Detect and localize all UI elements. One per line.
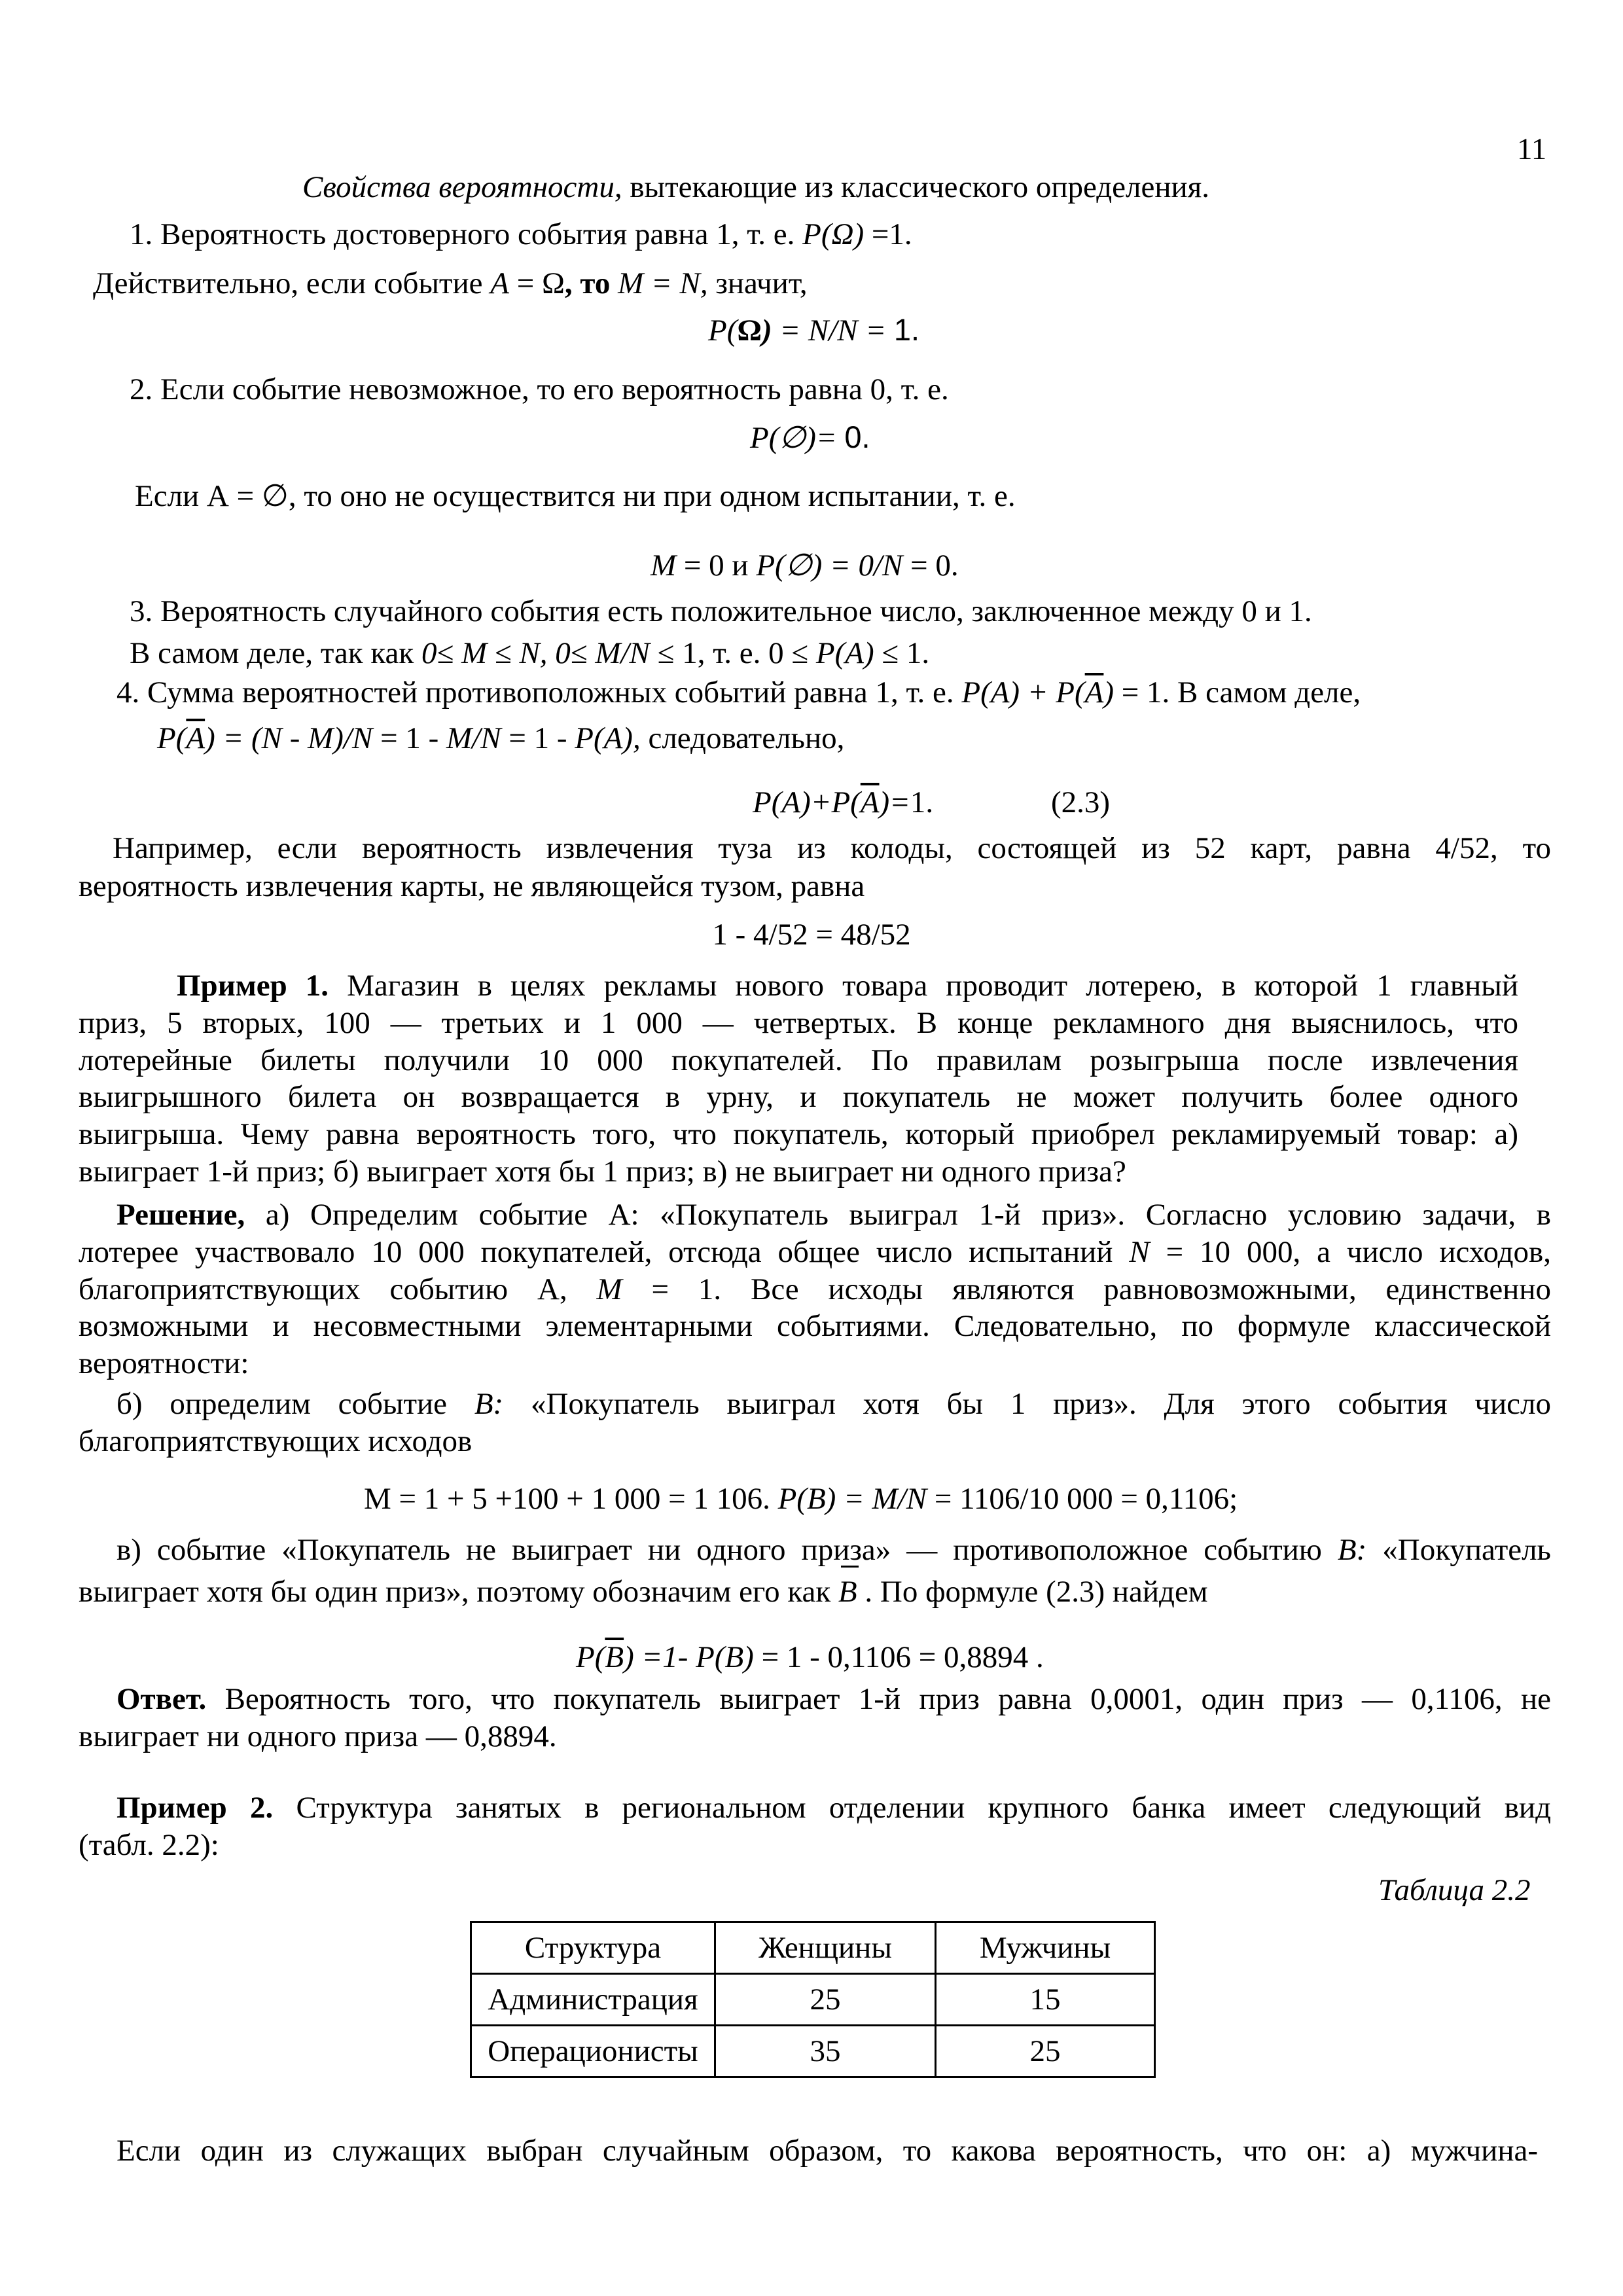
solution-line-2 (79, 1234, 1551, 1270)
sol-l9-c: . По формуле (2.3) найдем (857, 1575, 1208, 1609)
structure-table (470, 1921, 1156, 2078)
example-2-line-2: (табл. 2.2): (79, 1828, 219, 1862)
sol-l6-a: б) определим событие (116, 1387, 474, 1421)
table-cell: 25 (715, 1974, 936, 2026)
f23-c: )= (879, 785, 910, 819)
sol-l2-c: = 10 000, а число исходов, (1149, 1235, 1551, 1269)
answer-text-1: Вероятность того, что покупатель выиграет 1-й приз равна 0,0001, один приз — 0,1106, не (206, 1682, 1551, 1716)
example-1-text-1: Магазин в целях рекламы нового товара проводит лотерею, в которой 1 главный (329, 969, 1518, 1003)
example-2-label: Пример 2. (116, 1791, 274, 1825)
page-number: 11 (1517, 132, 1547, 166)
formula-2 (750, 419, 870, 456)
p3-proof-a: В самом деле, так как (130, 636, 421, 670)
table-caption-text: Таблица 2.2 (1378, 1873, 1531, 1907)
p4d-h: следовательно, (640, 721, 845, 755)
proof-comma: , то (564, 266, 618, 300)
table-row (471, 1974, 1155, 2026)
f7-c: ) =1- P(B) (624, 1640, 754, 1674)
formula-1-part: P( (708, 314, 738, 348)
sol-l3-c: = 1. Все исходы являются равновозможными, единственно (622, 1272, 1551, 1306)
example-cards-line-2: вероятность извлечения карты, не являющейся тузом, равна (79, 869, 865, 903)
formula-2-result: 0. (844, 420, 870, 454)
table-header: Женщины (715, 1922, 936, 1974)
table-cell: Администрация (471, 1974, 715, 2026)
sol-l8-a: в) событие «Покупатель не выиграет ни одного приза» — противоположное событию (116, 1533, 1338, 1567)
example-1-label: Пример 1. (177, 969, 329, 1003)
proof-formula: M = N, (618, 266, 708, 300)
table-cell: 35 (715, 2026, 936, 2077)
property-3: 3. Вероятность случайного события есть положительное число, заключенное между 0 и 1. (130, 594, 1312, 628)
table-cell: 15 (936, 1974, 1155, 2026)
heading-italic: Свойства вероятности, (302, 170, 622, 204)
example-1-line-6: выиграет 1-й приз; б) выиграет хотя бы 1 приз; в) не выиграет ни одного приза? (79, 1155, 1126, 1189)
f7-d: = 1 - 0,1106 = 0,8894 . (753, 1640, 1044, 1674)
formula-number-2-3: (2.3) (1051, 785, 1111, 819)
solution-line-7: благоприятствующих исходов (79, 1424, 473, 1458)
formula-3-mid: = 0 и (676, 548, 757, 583)
proof-end: значит, (707, 266, 808, 300)
f23-d: 1. (910, 785, 934, 819)
table-header: Мужчины (936, 1922, 1155, 1974)
solution-line-3 (79, 1271, 1551, 1308)
p4-a: 4. Сумма вероятностей противоположных событий равна 1, т. е. (116, 675, 962, 709)
formula-3-end: = 0. (902, 548, 959, 583)
proof-eq: = Ω (508, 266, 565, 300)
p3-proof-b: 0≤ M ≤ N, 0≤ M/N (421, 636, 650, 670)
table-caption (1378, 1872, 1530, 1909)
sol-l8-c: «Покупатель (1366, 1533, 1551, 1567)
f23-abar: $\overline{A}$ (860, 785, 880, 819)
heading-rest: вытекающие из классического определения. (622, 170, 1210, 204)
p4d-e: M/N (446, 721, 501, 755)
formula-3-p: P(∅) = 0/N (756, 548, 903, 583)
property-1-end: =1. (864, 217, 912, 251)
p4d-g: P(A), (575, 721, 641, 755)
p4-b: P(A) + P( (961, 675, 1085, 709)
p4d-a: P( (157, 721, 187, 755)
proof-var: A (490, 266, 509, 300)
f7-bbar: $\overline{B}$ (605, 1640, 624, 1674)
formula-m-count (364, 1480, 1238, 1517)
sol-l6-c: «Покупатель выиграл хотя бы 1 приз». Для этого события число (503, 1387, 1551, 1421)
p4-d: ) (1103, 675, 1115, 709)
property-1-text: 1. Вероятность достоверного события равна 1, т. е. (130, 217, 803, 251)
solution-line-5: вероятности: (79, 1346, 249, 1380)
property-1-proof (93, 265, 808, 302)
sol-l3-a: благоприятствующих событию А, (79, 1272, 597, 1306)
sol-l2-n: N (1129, 1235, 1150, 1269)
example-1-line-2: приз, 5 вторых, 100 — третьих и 1 000 — четвертых. В конце рекламного дня выяснилось, что (79, 1006, 1518, 1040)
p4d-f: = 1 - (501, 721, 575, 755)
f6-b: P(B) = M/N (777, 1482, 927, 1516)
formula-1 (708, 312, 919, 349)
table-row (471, 2026, 1155, 2077)
solution-line-8 (116, 1532, 1551, 1568)
section-heading (302, 169, 1209, 206)
example-2-text-1: Структура занятых в региональном отделении крупного банка имеет следующий вид (273, 1791, 1551, 1825)
p3-proof-c: ≤ 1, т. е. 0 ≤ (649, 636, 816, 670)
solution-line-4: возможными и несовместными элементарными событиями. Следовательно, по формуле классической (79, 1309, 1551, 1343)
formula-2-3 (753, 784, 933, 821)
example-1-line-4: выигрышного билета он возвращается в урну, и покупатель не может получить более одного (79, 1080, 1518, 1114)
p3-proof-e: ≤ 1. (874, 636, 930, 670)
property-4 (116, 674, 1361, 711)
formula-1-ratio: = N/N = (772, 314, 894, 348)
answer-line-2: выиграет ни одного приза — 0,8894. (79, 1719, 557, 1753)
formula-1-omega: Ω (737, 314, 762, 348)
sol-l3-m: M (596, 1272, 622, 1306)
table-header: Структура (471, 1922, 715, 1974)
property-4-derivation (157, 720, 844, 757)
property-1 (130, 216, 912, 253)
p3-proof-d: P(A) (815, 636, 874, 670)
p4d-d: = 1 - (372, 721, 446, 755)
f6-c: = 1106/10 000 = 0,1106; (927, 1482, 1238, 1516)
solution-line-1 (116, 1196, 1551, 1233)
property-2-proof: Если А = ∅, то оно не осуществится ни при одном испытании, т. е. (135, 479, 1016, 513)
table-cell: 25 (936, 2026, 1155, 2077)
answer-label: Ответ. (116, 1682, 207, 1716)
f7-a: P( (576, 1640, 605, 1674)
example-1-line-5: выигрыша. Чему равна вероятность того, что покупатель, который приобрел рекламируемый товар: а) (79, 1117, 1518, 1151)
p4-e: = 1. В самом деле, (1114, 675, 1361, 709)
proof-text: Действительно, если событие (93, 266, 491, 300)
solution-line-6 (116, 1386, 1551, 1422)
formula-3 (651, 547, 959, 584)
property-2: 2. Если событие невозможное, то его вероятность равна 0, т. е. (130, 372, 949, 406)
example-1-line-1 (177, 967, 1518, 1004)
formula-b-complement (576, 1639, 1044, 1676)
answer-line-1 (116, 1681, 1551, 1717)
sol-l9-a: выиграет хотя бы один приз», поэтому обозначим его как (79, 1575, 838, 1609)
p4-abar: $\overline{A}$ (1084, 675, 1104, 709)
example-cards-line-1: Например, если вероятность извлечения туза из колоды, состоящей из 52 карт, равна 4/52, то (113, 831, 1551, 865)
p4d-abar: $\overline{A}$ (186, 721, 205, 755)
f6-a: М = 1 + 5 +100 + 1 000 = 1 106. (364, 1482, 778, 1516)
closing-line: Если один из служащих выбран случайным образом, то какова вероятность, что он: а) мужчина- (116, 2134, 1538, 2168)
solution-line-9 (79, 1573, 1208, 1610)
f23-a: P(A)+P( (753, 785, 861, 819)
formula-3-m: M (651, 548, 677, 583)
sol-l9-bbar: B (838, 1573, 857, 1610)
property-1-formula: P(Ω) (802, 217, 865, 251)
example-1-line-3: лотерейные билеты получили 10 000 покупателей. По правилам розыгрыша после извлечения (79, 1043, 1518, 1077)
sol-l8-b: B: (1337, 1533, 1367, 1567)
example-2-line-1 (116, 1789, 1551, 1826)
sol-l2-a: лотерее участвовало 10 000 покупателей, отсюда общее число испытаний (79, 1235, 1130, 1269)
formula-1-result: 1. (893, 312, 920, 347)
formula-cards: 1 - 4/52 = 48/52 (712, 918, 911, 952)
table-cell: Операционисты (471, 2026, 715, 2077)
solution-label: Решение, (116, 1198, 245, 1232)
solution-text-1: а) Определим событие А: «Покупатель выиграл 1-й приз». Согласно условию задачи, в (245, 1198, 1551, 1232)
formula-1-paren: ) (762, 314, 772, 348)
formula-2-part: P(∅)= (750, 421, 845, 455)
table-header-row (471, 1922, 1155, 1974)
p4d-c: ) = (N - M)/N (205, 721, 373, 755)
property-3-proof (130, 635, 929, 672)
sol-l6-b: B: (474, 1387, 504, 1421)
